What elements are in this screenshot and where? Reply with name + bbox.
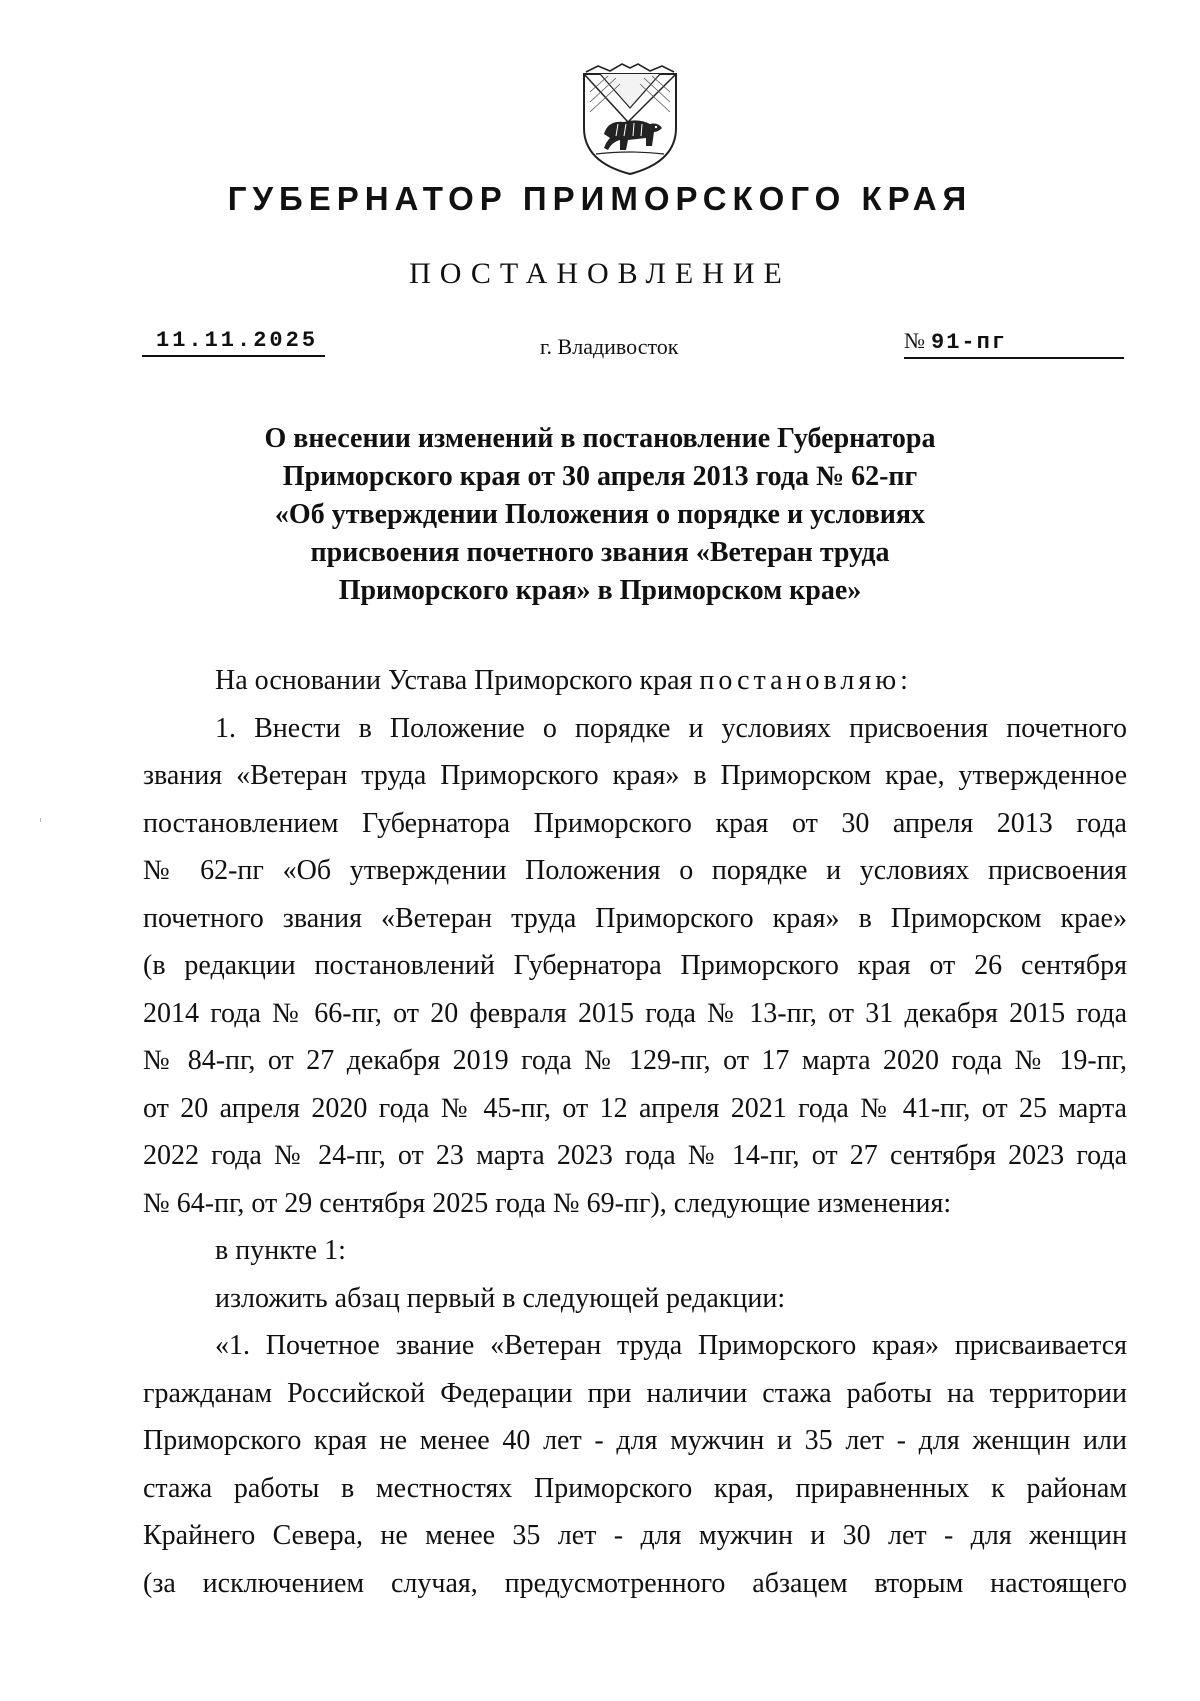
- document-number: 91-пг: [931, 330, 1008, 355]
- title-line: присвоения почетного звания «Ветеран труда: [310, 537, 890, 568]
- document-city: г. Владивосток: [540, 334, 679, 359]
- document-title: [200, 420, 1000, 610]
- preamble-text: На основании Устава Приморского края: [215, 665, 693, 696]
- body-line: Приморского края не менее 40 лет - для мужчин и 35 лет - для женщин или: [143, 1425, 1127, 1456]
- body-line: (за исключением случая, предусмотренного абзацем вторым настоящего: [143, 1567, 1127, 1599]
- body-line: № 64-пг, от 29 сентября 2025 года № 69-пг), следующие изменения:: [143, 1187, 952, 1219]
- document-body: [143, 657, 1127, 1607]
- body-line: 2014 года № 66-пг, от 20 февраля 2015 года № 13-пг, от 31 декабря 2015 года: [143, 997, 1127, 1029]
- title-line: «Об утверждении Положения о порядке и условиях: [274, 499, 926, 530]
- body-line: Крайнего Севера, не менее 35 лет - для мужчин и 30 лет - для женщин: [143, 1520, 1127, 1551]
- body-line: гражданам Российской Федерации при наличии стажа работы на территории: [143, 1377, 1127, 1409]
- body-line: (в редакции постановлений Губернатора Приморского края от 26 сентября: [143, 950, 1127, 981]
- body-line: изложить абзац первый в следующей редакции:: [215, 1282, 786, 1314]
- body-line: звания «Ветеран труда Приморского края» в Приморском крае, утвержденное: [143, 760, 1127, 791]
- document-date: 11.11.2025: [142, 328, 325, 357]
- body-line: в пункте 1:: [215, 1235, 346, 1266]
- body-line: постановлением Губернатора Приморского края от 30 апреля 2013 года: [143, 807, 1127, 839]
- preamble-line: [143, 657, 1127, 705]
- coat-of-arms-icon: [578, 62, 682, 178]
- document-type: ПОСТАНОВЛЕНИЕ: [409, 257, 791, 290]
- body-line: от 20 апреля 2020 года № 45-пг, от 12 апреля 2021 года № 41-пг, от 25 марта: [143, 1092, 1127, 1124]
- document-number-field: [904, 328, 1124, 359]
- decree-word: постановляю:: [699, 665, 912, 696]
- body-line: стажа работы в местностях Приморского края, приравненных к районам: [143, 1472, 1127, 1504]
- scan-artifact: [40, 818, 41, 822]
- authority-heading: ГУБЕРНАТОР ПРИМОРСКОГО КРАЯ: [227, 180, 973, 217]
- title-line: Приморского края» в Приморском крае»: [338, 575, 862, 606]
- title-line: Приморского края от 30 апреля 2013 года № 62-пг: [282, 461, 918, 492]
- body-line: № 84-пг, от 27 декабря 2019 года № 129-пг, от 17 марта 2020 года № 19-пг,: [143, 1045, 1127, 1076]
- number-sign: №: [904, 328, 925, 353]
- body-line: «1. Почетное звание «Ветеран труда Приморского края» присваивается: [215, 1330, 1127, 1361]
- body-line: почетного звания «Ветеран труда Приморского края» в Приморском крае»: [143, 902, 1127, 934]
- title-line: О внесении изменений в постановление Губернатора: [264, 423, 936, 454]
- body-line: № 62-пг «Об утверждении Положения о порядке и условиях присвоения: [143, 855, 1127, 886]
- body-line: 1. Внести в Положение о порядке и условиях присвоения почетного: [215, 712, 1127, 744]
- body-line: 2022 года № 24-пг, от 23 марта 2023 года № 14-пг, от 27 сентября 2023 года: [143, 1140, 1127, 1171]
